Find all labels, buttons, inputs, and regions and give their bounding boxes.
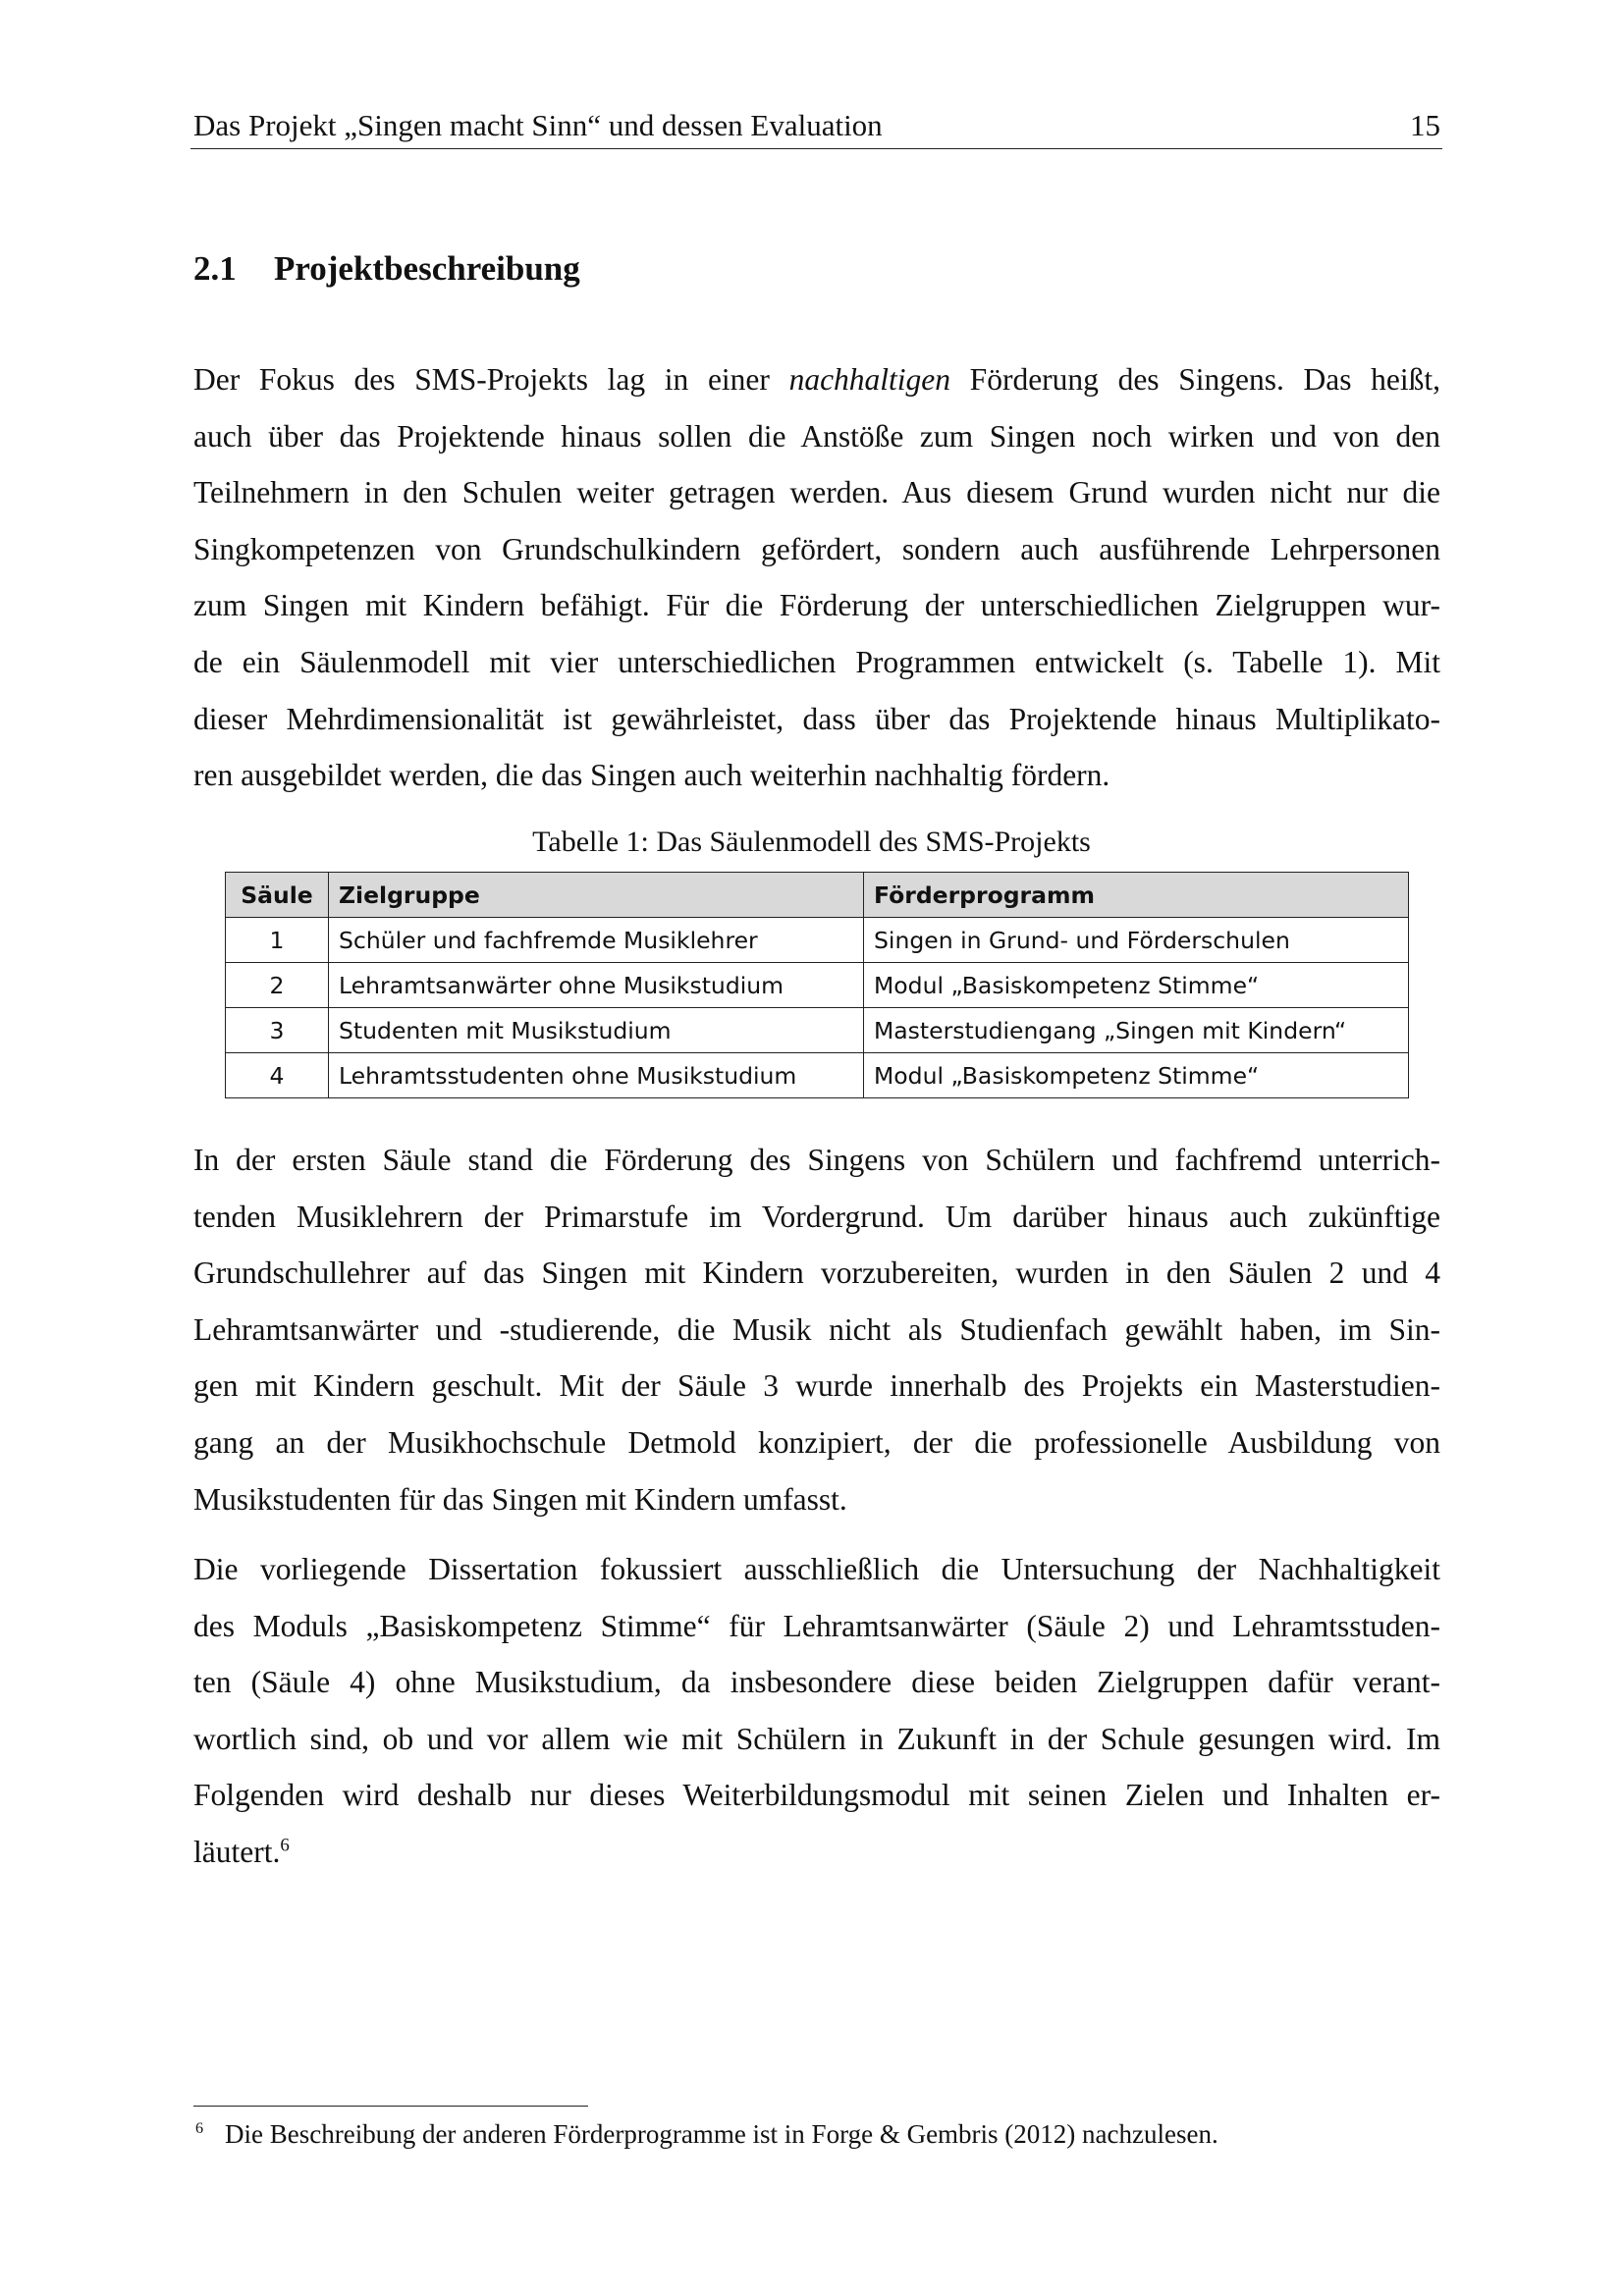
table-cell: Modul „Basiskompetenz Stimme“	[864, 963, 1409, 1008]
table-cell: Singen in Grund- und Förderschulen	[864, 918, 1409, 963]
table-header-row	[226, 873, 1409, 918]
table-cell: 2	[226, 963, 329, 1008]
paragraph-line: auch über das Projektende hinaus sollen die Anstöße zum Singen noch wirken und von den	[193, 418, 1440, 454]
paragraph-line: Teilnehmern in den Schulen weiter getragen werden. Aus diesem Grund wurden nicht nur die	[193, 475, 1440, 510]
header-cell: Förderprogramm	[864, 873, 1409, 918]
paragraph-line	[193, 351, 1440, 408]
paragraph-line: In der ersten Säule stand die Förderung des Singens von Schülern und fachfremd unterrich-	[193, 1143, 1440, 1177]
text-run: läutert.	[193, 1834, 281, 1869]
section-title: Projektbeschreibung	[274, 249, 580, 288]
section-heading	[193, 247, 580, 291]
paragraph-line: tenden Musiklehrern der Primarstufe im Vordergrund. Um darüber hinaus auch zukünftige	[193, 1199, 1440, 1234]
table-cell: Modul „Basiskompetenz Stimme“	[864, 1053, 1409, 1098]
paragraph-line	[193, 1824, 1440, 1881]
paragraph-line: wortlich sind, ob und vor allem wie mit Schülern in Zukunft in der Schule gesungen wird. Im	[193, 1721, 1440, 1756]
paragraph-line: dieser Mehrdimensionalität ist gewährleistet, dass über das Projektende hinaus Multiplikato-	[193, 701, 1440, 736]
table-row	[226, 1053, 1409, 1098]
table-caption: Tabelle 1: Das Säulenmodell des SMS-Projekts	[532, 826, 1091, 858]
pillar-model-table	[225, 872, 1409, 1098]
paragraph-line: Musikstudenten für das Singen mit Kindern umfasst.	[193, 1481, 847, 1517]
paragraph-line: ten (Säule 4) ohne Musikstudium, da insbesondere diese beiden Zielgruppen dafür verant-	[193, 1665, 1440, 1700]
footnote: $^6$ Die Beschreibung der anderen Förderprogramme ist in Forge & Gembris (2012) nachzulesen.	[195, 2119, 1218, 2149]
paragraph-2	[193, 1132, 1440, 1527]
table-row	[226, 963, 1409, 1008]
paragraph-1	[193, 351, 1440, 804]
table-cell: 1	[226, 918, 329, 963]
header-rule	[190, 148, 1442, 149]
paragraph-line: Lehramtsanwärter und -studierende, die Musik nicht als Studienfach gewählt haben, im Sin-	[193, 1311, 1440, 1347]
footnote-rule	[193, 2106, 588, 2107]
paragraph-line: zum Singen mit Kindern befähigt. Für die Förderung der unterschiedlichen Zielgruppen wur-	[193, 588, 1440, 623]
section-number: 2.1	[193, 249, 237, 288]
table-cell: Lehramtsanwärter ohne Musikstudium	[329, 963, 864, 1008]
page-number: 15	[1410, 108, 1440, 142]
paragraph-line: ren ausgebildet werden, die das Singen auch weiterhin nachhaltig fördern.	[193, 758, 1110, 793]
table-row	[226, 1008, 1409, 1053]
table-cell: Lehramtsstudenten ohne Musikstudium	[329, 1053, 864, 1098]
paragraph-line: gen mit Kindern geschult. Mit der Säule 3 wurde innerhalb des Projekts ein Masterstudien-	[193, 1368, 1440, 1404]
header-cell: Zielgruppe	[329, 873, 864, 918]
footnote-reference[interactable]: 6	[280, 1835, 290, 1856]
table-cell: Schüler und fachfremde Musiklehrer	[329, 918, 864, 963]
paragraph-line: des Moduls „Basiskompetenz Stimme“ für Lehramtsanwärter (Säule 2) und Lehramtsstuden-	[193, 1608, 1440, 1643]
footnote-text: Die Beschreibung der anderen Förderprogramme ist in Forge & Gembris (2012) nachzulesen.	[225, 2119, 1218, 2149]
paragraph-line: Singkompetenzen von Grundschulkindern gefördert, sondern auch ausführende Lehrpersonen	[193, 531, 1440, 566]
running-header-title: Das Projekt „Singen macht Sinn“ und dessen Evaluation	[193, 108, 883, 142]
table-cell: 4	[226, 1053, 329, 1098]
table-cell: 3	[226, 1008, 329, 1053]
header-cell: Säule	[226, 873, 329, 918]
text-run: Der Fokus des SMS-Projekts lag in einer	[193, 362, 789, 397]
paragraph-line: Grundschullehrer auf das Singen mit Kindern vorzubereiten, wurden in den Säulen 2 und 4	[193, 1255, 1440, 1291]
emphasis-text: nachhaltigen	[788, 362, 951, 397]
paragraph-line: gang an der Musikhochschule Detmold konzipiert, der die professionelle Ausbildung von	[193, 1424, 1440, 1460]
paragraph-line: de ein Säulenmodell mit vier unterschiedlichen Programmen entwickelt (s. Tabelle 1). Mit	[193, 644, 1440, 679]
paragraph-3	[193, 1541, 1440, 1881]
paragraph-line: Die vorliegende Dissertation fokussiert ausschließlich die Untersuchung der Nachhaltigkeit	[193, 1552, 1440, 1586]
table-cell: Masterstudiengang „Singen mit Kindern“	[864, 1008, 1409, 1053]
paragraph-line: Folgenden wird deshalb nur dieses Weiterbildungsmodul mit seinen Zielen und Inhalten er-	[193, 1778, 1440, 1813]
text-run: Förderung des Singens. Das heißt,	[950, 362, 1441, 397]
table-row	[226, 918, 1409, 963]
table-cell: Studenten mit Musikstudium	[329, 1008, 864, 1053]
